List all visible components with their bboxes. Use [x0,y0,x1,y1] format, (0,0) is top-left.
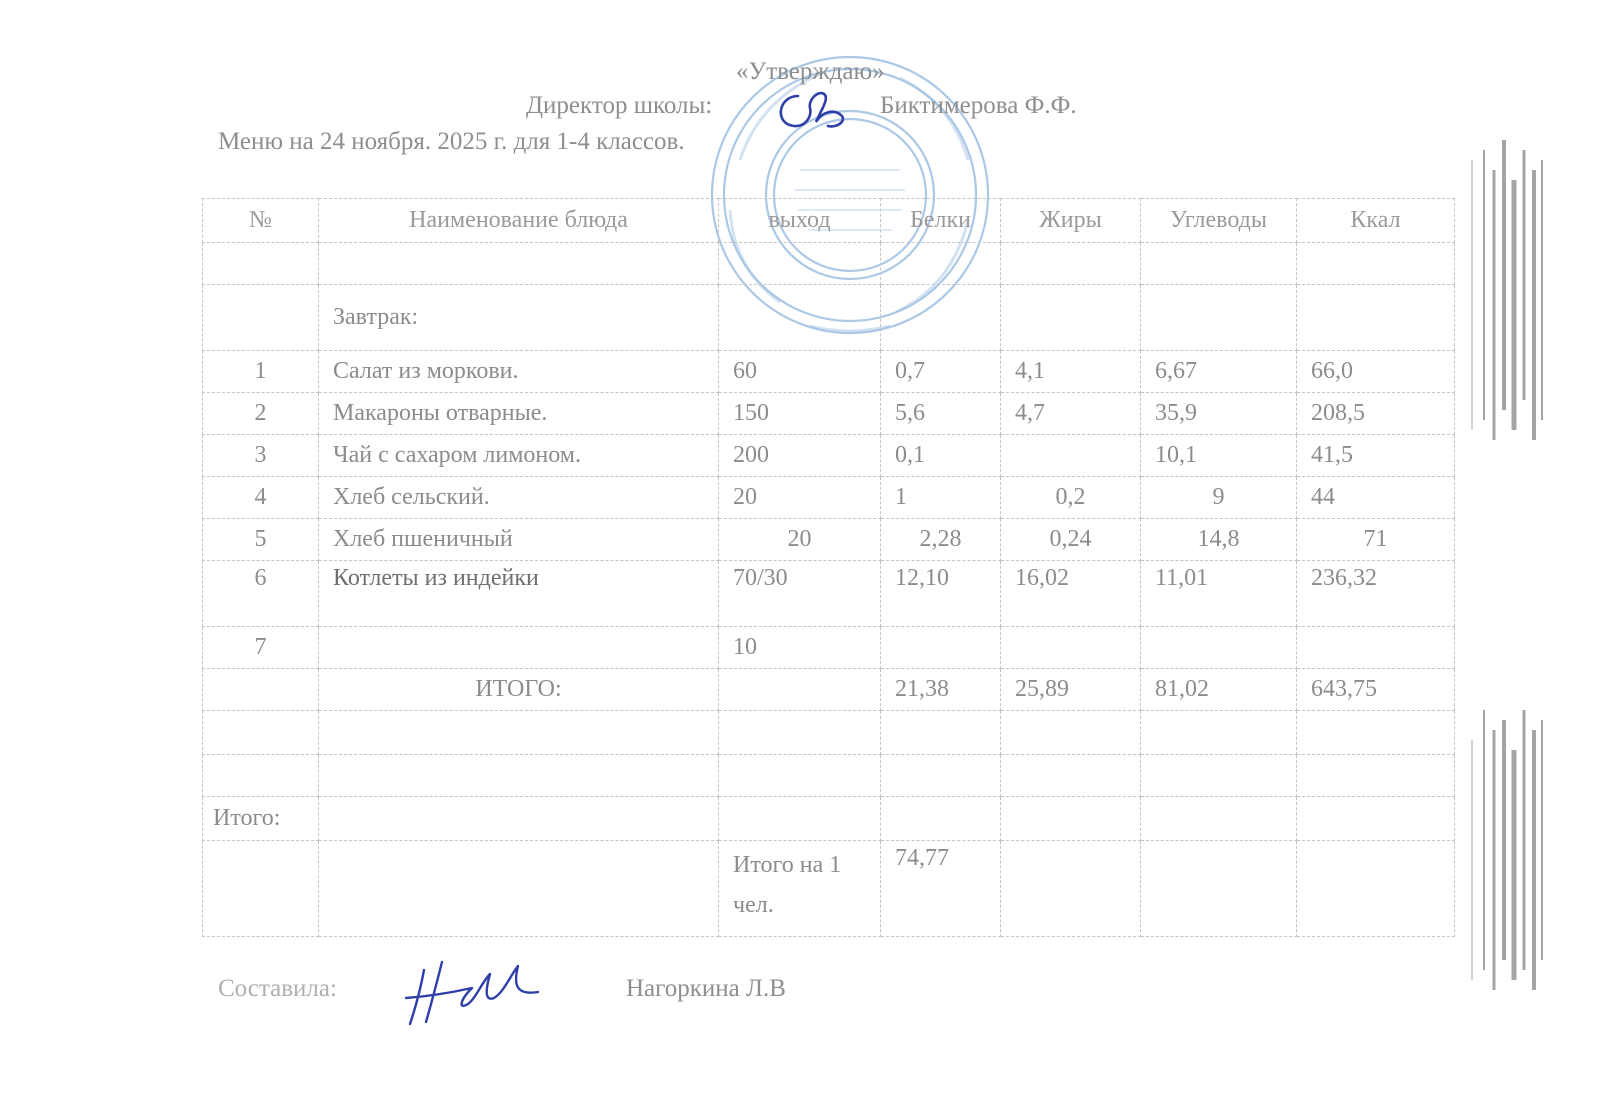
col-header-output: выход [719,199,881,243]
col-header-carbs: Углеводы [1141,199,1297,243]
menu-title: Меню на 24 ноября. 2025 г. для 1-4 классов. [218,128,685,155]
total-kcal: 643,75 [1297,669,1455,711]
table-row: 4 Хлеб сельский. 20 1 0,2 9 44 [203,477,1455,519]
compiler-signature-icon [402,952,542,1032]
total-label: ИТОГО: [319,669,719,711]
table-row: 2 Макароны отварные. 150 5,6 4,7 35,9 208,5 [203,393,1455,435]
per-person-label: Итого на 1 чел. [719,841,881,937]
col-header-num: № [203,199,319,243]
col-header-fats: Жиры [1001,199,1141,243]
total-fats: 25,89 [1001,669,1141,711]
table-row-section [203,285,1455,351]
director-label: Директор школы: [526,92,713,119]
table-row-empty [203,243,1455,285]
table-row-empty [203,711,1455,755]
total-proteins: 21,38 [881,669,1001,711]
director-name: Биктимерова Ф.Ф. [880,92,1077,119]
table-row: 6 Котлеты из индейки 70/30 12,10 16,02 11,01 236,32 [203,561,1455,627]
col-header-kcal: Ккал [1297,199,1455,243]
table-row-empty [203,755,1455,797]
scan-noise-top-icon [1466,140,1548,440]
total-carbs: 81,02 [1141,669,1297,711]
table-row-per-person [203,841,1455,937]
table-row-grand [203,797,1455,841]
table-row: 1 Салат из моркови. 60 0,7 4,1 6,67 66,0 [203,351,1455,393]
col-header-dish: Наименование блюда [319,199,719,243]
section-breakfast: Завтрак: [319,285,719,351]
table-header-row [203,199,1455,243]
table-row: 3 Чай с сахаром лимоном. 200 0,1 10,1 41,5 [203,435,1455,477]
scan-noise-bottom-icon [1466,710,1548,990]
compiled-by-label: Составила: [218,975,337,1002]
grand-total-label: Итого: [203,797,319,841]
table-row: 7 10 [203,627,1455,669]
compiled-by-name: Нагоркина Л.В [626,975,786,1002]
table-row-total [203,669,1455,711]
per-person-value: 74,77 [881,841,1001,937]
col-header-proteins: Белки [881,199,1001,243]
table-row: 5 Хлеб пшеничный 20 2,28 0,24 14,8 71 [203,519,1455,561]
approval-heading: «Утверждаю» [736,58,885,85]
menu-table [202,198,1455,937]
director-signature-icon [772,82,852,134]
